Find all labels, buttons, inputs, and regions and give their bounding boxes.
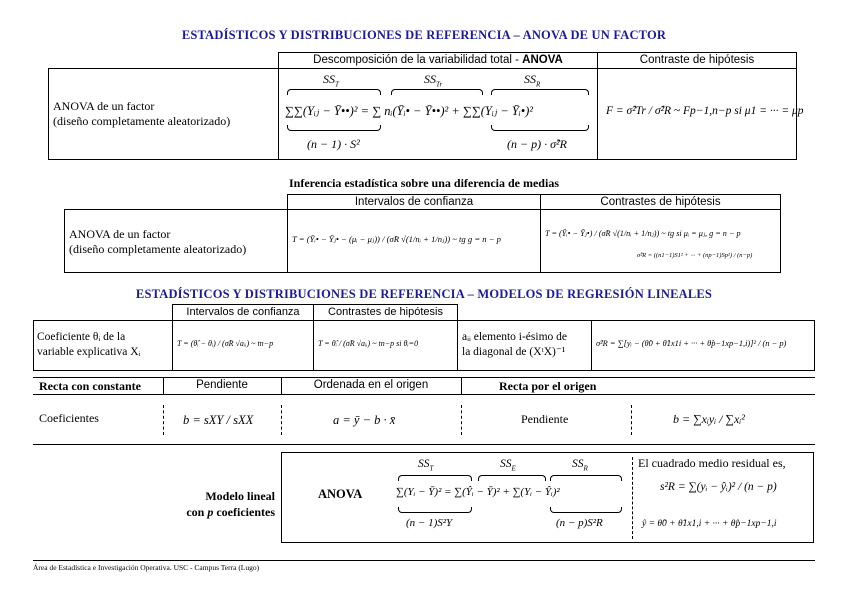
simple-origin-label: Pendiente xyxy=(521,412,569,426)
regression-interval-formula: T = (θ̂ᵢ − θᵢ) / (σ̂R √aᵢᵢ) ~ tn−p xyxy=(177,339,274,348)
anova-ss-r-label: $SS_R$ xyxy=(524,72,541,89)
linear-model-decomposition: ∑(Yᵢ − Ȳ)² = ∑(Ŷᵢ − Ȳ)² + ∑(Yᵢ − Ŷᵢ)² xyxy=(396,486,560,498)
linear-model-brace-r xyxy=(550,475,622,481)
footer-rule xyxy=(33,560,815,561)
simple-header-intercept: Ordenada en el origen xyxy=(313,379,429,391)
regression-aii-line2: la diagonal de (XᵗX)⁻¹ xyxy=(462,346,566,358)
regression-title: ESTADÍSTICOS Y DISTRIBUCIONES DE REFERENCIA – MODELOS DE REGRESIÓN LINEALES xyxy=(135,287,713,301)
linear-model-ss-t: $SS_T$ xyxy=(418,458,434,473)
simple-intercept-formula: a = ȳ − b · x̄ xyxy=(333,413,396,427)
anova-header-decomp-bold: ANOVA xyxy=(522,54,563,66)
simple-origin-formula: b = ∑xᵢyᵢ / ∑xᵢ² xyxy=(673,412,745,426)
anova-decomposition-formula: ∑∑(Yᵢⱼ − Ȳ••)² = ∑ nᵢ(Ȳᵢ• − Ȳ••)² + ∑∑(Yᵢⱼ − Ȳᵢ•)² xyxy=(285,104,534,118)
linear-model-brace-e xyxy=(478,475,546,481)
footer-text: Área de Estadística e Investigación Operativa. USC - Campus Terra (Lugo) xyxy=(33,563,260,572)
anova-header-decomp-text: Descomposición de la variabilidad total - xyxy=(313,54,523,66)
regression-header-intervals xyxy=(172,304,314,321)
anova-under-left: (n − 1) · S² xyxy=(307,137,360,151)
regression-coef-label-cell xyxy=(33,320,173,371)
regression-coef-label-line1: Coeficiente θᵢ de la xyxy=(37,331,126,343)
anova-row-label-cell xyxy=(48,68,279,160)
anova-brace-tr xyxy=(391,89,483,95)
linear-model-anova-word: ANOVA xyxy=(318,487,363,501)
linear-model-under-left: (n − 1)S²Y xyxy=(406,517,453,529)
simple-header-slope: Pendiente xyxy=(196,379,248,391)
inference-row-label-cell xyxy=(64,209,288,273)
inference-contrast-formula: T = (Ȳᵢ• − Ȳⱼ•) / (σ̂R √(1/nᵢ + 1/nⱼ)) ~ tg si μᵢ = μⱼ, g = n − p xyxy=(545,229,741,238)
anova-brace-r xyxy=(491,89,589,95)
anova-header-contrast-text: Contraste de hipótesis xyxy=(639,54,755,66)
anova-ss-tr-label: $SS_{Tr}$ xyxy=(424,72,443,89)
simple-row-label: Coeficientes xyxy=(39,411,99,425)
regression-coef-label-line2: variable explicativa Xᵢ xyxy=(37,346,141,358)
regression-aii-line1: aᵢᵢ elemento i-ésimo de xyxy=(462,331,567,343)
simple-header-through-origin: Recta por el origen xyxy=(499,379,597,393)
anova-contrast-formula: F = σ̂²Tr / σ̂²R ~ Fp−1,n−p si μ1 = ··· = μp xyxy=(606,105,804,117)
anova-decomposition-cell xyxy=(278,68,598,160)
simple-coef-row xyxy=(33,395,815,445)
regression-interval-cell xyxy=(172,320,314,371)
anova-header-contrast xyxy=(597,52,797,69)
inference-header-intervals xyxy=(287,194,541,210)
regression-header-contrasts xyxy=(313,304,458,321)
regression-aii-cell xyxy=(457,320,592,371)
anova-brace-under-left xyxy=(287,125,381,131)
inference-contrast-cell xyxy=(540,209,781,273)
anova-ss-t-label: $SS_T$ xyxy=(323,72,339,89)
anova-brace-under-right xyxy=(491,125,589,131)
anova-title: ESTADÍSTICOS Y DISTRIBUCIONES DE REFERENCIA – ANOVA DE UN FACTOR xyxy=(181,28,667,42)
simple-header-row xyxy=(33,377,815,395)
inference-row-label-line2: (diseño completamente aleatorizado) xyxy=(69,242,247,256)
linear-model-under-right: (n − p)S²R xyxy=(556,517,603,529)
inference-interval-cell xyxy=(287,209,541,273)
linear-model-residual-formula: s²R = ∑(yᵢ − ŷᵢ)² / (n − p) xyxy=(660,481,777,493)
linear-model-fitted-formula: ŷ = θ̂0 + θ̂1x1,i + ··· + θ̂p−1xp−1,i xyxy=(642,519,777,529)
linear-model-anova-cell xyxy=(281,452,814,543)
anova-row-label-line2: (diseño completamente aleatorizado) xyxy=(53,114,231,128)
linear-model-residual-text: El cuadrado medio residual es, xyxy=(638,456,786,470)
linear-model-label-line1: Modelo lineal xyxy=(205,489,275,503)
anova-row-label-line1: ANOVA de un factor xyxy=(53,99,155,113)
anova-contrast-cell xyxy=(597,68,804,160)
inference-header-contrasts-text: Contrastes de hipótesis xyxy=(600,196,721,208)
simple-header-with-constant: Recta con constante xyxy=(39,379,141,393)
linear-model-ss-r: $SS_R$ xyxy=(572,458,588,473)
inference-header-contrasts xyxy=(540,194,781,210)
inference-interval-formula: T = (Ȳᵢ• − Ȳⱼ• − (μᵢ − μⱼ)) / (σ̂R √(1/nᵢ + 1/nⱼ)) ~ tg g = n − p xyxy=(292,234,501,244)
linear-model-label xyxy=(150,488,275,520)
linear-model-label-line2: con p coeficientes xyxy=(186,505,275,519)
linear-model-brace-under-left xyxy=(398,507,472,513)
regression-sigma-cell xyxy=(591,320,815,371)
inference-header-intervals-text: Intervalos de confianza xyxy=(354,196,474,208)
regression-sigma-formula: σ̂²R = ∑[yᵢ − (θ̂0 + θ̂1x1i + ··· + θ̂p−1xp−1,i)]² / (n − p) xyxy=(596,339,787,348)
linear-model-ss-e: $SS_E$ xyxy=(500,458,516,473)
inference-title: Inferencia estadística sobre una diferencia de medias xyxy=(289,176,559,190)
anova-brace-t xyxy=(287,89,381,95)
anova-under-right: (n − p) · σ̂²R xyxy=(507,137,567,151)
simple-slope-formula: b = sXY / sXX xyxy=(183,413,254,427)
linear-model-brace-under-right xyxy=(550,507,622,513)
regression-header-intervals-text: Intervalos de confianza xyxy=(186,306,300,318)
regression-contrast-formula: T = θ̂ᵢ / (σ̂R √aᵢᵢ) ~ tn−p si θᵢ=0 xyxy=(318,339,419,348)
anova-header-decomposition xyxy=(278,52,598,69)
linear-model-brace-t xyxy=(398,475,472,481)
inference-sigma-note: σ̂²R = ((n1−1)S1² + ··· + (np−1)Sp²) / (n−p) xyxy=(637,252,753,259)
regression-contrast-cell xyxy=(313,320,458,371)
regression-header-contrasts-text: Contrastes de hipótesis xyxy=(328,306,443,318)
inference-row-label-line1: ANOVA de un factor xyxy=(69,227,171,241)
